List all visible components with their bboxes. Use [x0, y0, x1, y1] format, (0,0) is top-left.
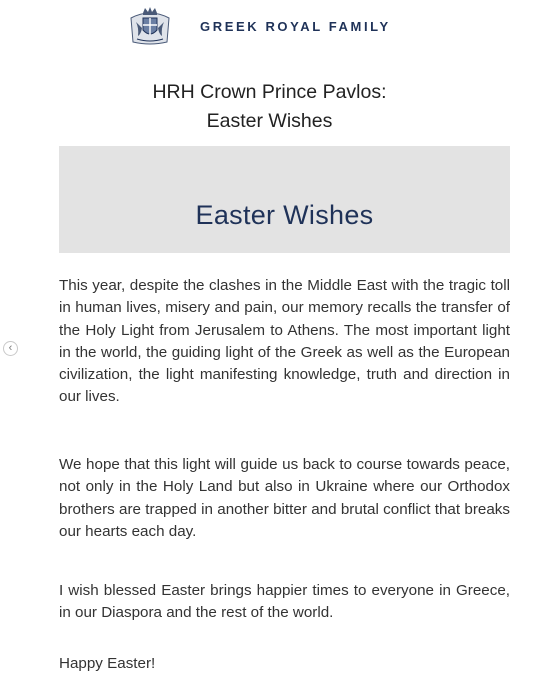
paragraph-1: This year, despite the clashes in the Middle East with the tragic toll in human lives, misery and pain, our memory recalls the transfer of the Holy Light from Jerusalem to Athens. The most important light in the world, the guiding light of the Greek as well as the European civilization, the light manifesting knowledge, truth and direction in our lives.: [59, 277, 510, 406]
brand-name: GREEK ROYAL FAMILY: [200, 19, 391, 34]
royal-crest-icon: [127, 4, 173, 46]
page-title: [0, 78, 539, 136]
title-line-2: Easter Wishes: [206, 110, 333, 132]
banner: [59, 146, 510, 253]
closing-line: Happy Easter!: [59, 655, 156, 672]
paragraph-3: I wish blessed Easter brings happier times to everyone in Greece, in our Diaspora and the rest of the world.: [59, 582, 510, 622]
header: [0, 0, 539, 50]
paragraph-2: We hope that this light will guide us back to course towards peace, not only in the Holy Land but also in Ukraine where our Orthodox brothers are trapped in another bitter and brutal conflict that breaks our hearts each day.: [59, 456, 510, 540]
banner-title: Easter Wishes: [195, 200, 374, 230]
chevron-left-icon[interactable]: ‹: [3, 341, 18, 356]
title-line-1: HRH Crown Prince Pavlos:: [152, 81, 387, 103]
